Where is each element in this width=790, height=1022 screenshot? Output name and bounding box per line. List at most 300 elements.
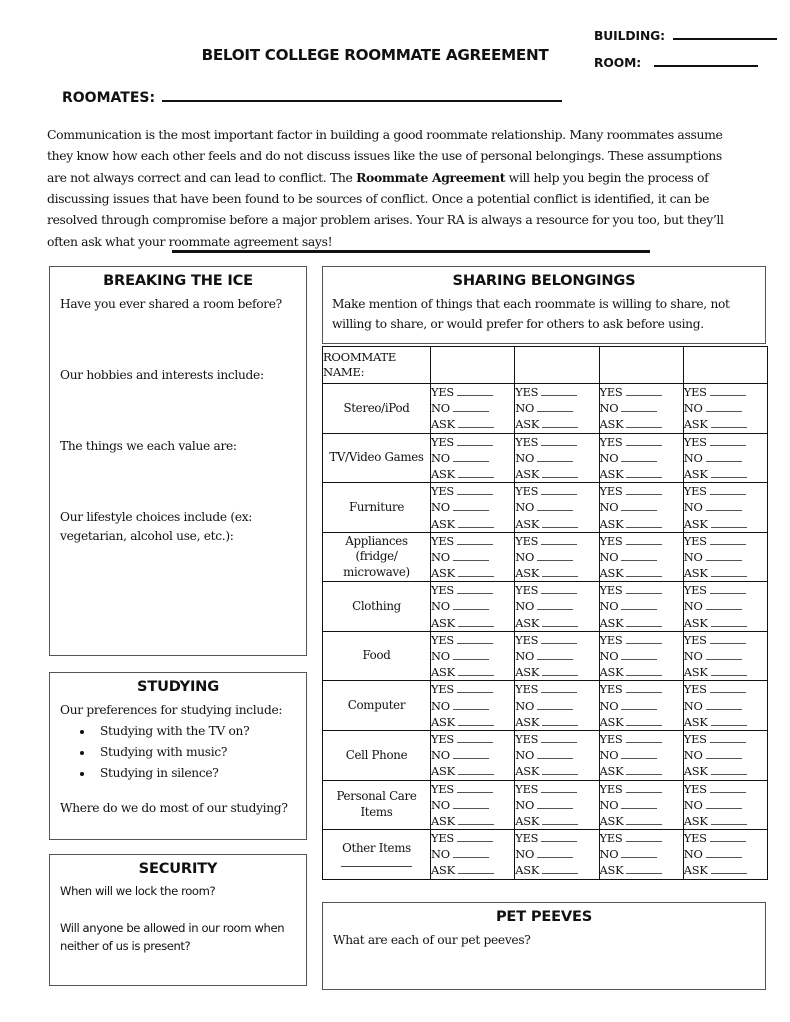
option-blank[interactable]	[711, 717, 747, 726]
option-yes[interactable]: YES	[515, 483, 598, 499]
option-blank[interactable]	[542, 816, 578, 825]
option-no[interactable]: NO	[431, 797, 514, 813]
option-ask[interactable]: ASK	[515, 615, 598, 631]
option-cell[interactable]	[431, 681, 515, 731]
option-blank[interactable]	[453, 502, 489, 511]
option-yes[interactable]: YES	[600, 483, 683, 499]
option-blank[interactable]	[453, 701, 489, 710]
option-blank[interactable]	[711, 568, 747, 577]
item-write-in-blank[interactable]	[341, 859, 412, 867]
option-ask[interactable]: ASK	[600, 862, 683, 878]
option-yes[interactable]: YES	[515, 434, 598, 450]
option-ask[interactable]: ASK	[431, 763, 514, 779]
option-ask[interactable]: ASK	[600, 714, 683, 730]
option-blank[interactable]	[458, 865, 494, 874]
option-blank[interactable]	[710, 635, 746, 644]
option-blank[interactable]	[537, 552, 573, 561]
option-ask[interactable]: ASK	[600, 763, 683, 779]
option-blank[interactable]	[710, 734, 746, 743]
option-yes[interactable]: YES	[431, 830, 514, 846]
option-ask[interactable]: ASK	[600, 664, 683, 680]
option-no[interactable]: NO	[600, 598, 683, 614]
option-ask[interactable]: ASK	[600, 516, 683, 532]
option-blank[interactable]	[710, 387, 746, 396]
option-blank[interactable]	[711, 766, 747, 775]
option-ask[interactable]: ASK	[431, 615, 514, 631]
option-no[interactable]: NO	[515, 797, 598, 813]
table-header-row	[323, 347, 768, 384]
option-ask[interactable]: ASK	[600, 615, 683, 631]
option-blank[interactable]	[537, 701, 573, 710]
option-ask[interactable]: ASK	[431, 466, 514, 482]
option-yes[interactable]: YES	[684, 632, 767, 648]
option-cell[interactable]	[431, 631, 515, 681]
option-blank[interactable]	[542, 717, 578, 726]
option-blank[interactable]	[626, 419, 662, 428]
option-blank[interactable]	[710, 437, 746, 446]
option-yes[interactable]: YES	[600, 582, 683, 598]
option-blank[interactable]	[706, 750, 742, 759]
option-blank[interactable]	[457, 784, 493, 793]
option-cell[interactable]	[683, 681, 767, 731]
option-blank[interactable]	[458, 618, 494, 627]
option-cell[interactable]	[683, 730, 767, 780]
option-ask[interactable]: ASK	[600, 416, 683, 432]
option-yes[interactable]: YES	[600, 781, 683, 797]
option-yes[interactable]: YES	[684, 731, 767, 747]
roommate-name-input-1[interactable]	[431, 347, 515, 384]
roomates-label: ROOMATES:	[62, 90, 156, 106]
option-blank[interactable]	[458, 419, 494, 428]
option-yes[interactable]: YES	[431, 384, 514, 400]
option-cell[interactable]	[683, 780, 767, 830]
option-blank[interactable]	[453, 750, 489, 759]
option-cell[interactable]	[515, 730, 599, 780]
option-no[interactable]: NO	[515, 698, 598, 714]
roommate-name-input-3[interactable]	[599, 347, 683, 384]
option-yes[interactable]: YES	[515, 681, 598, 697]
option-no[interactable]: NO	[684, 747, 767, 763]
room-input-blank[interactable]	[654, 54, 758, 67]
option-blank[interactable]	[537, 403, 573, 412]
option-yes[interactable]: YES	[431, 731, 514, 747]
option-no[interactable]: NO	[600, 450, 683, 466]
option-blank[interactable]	[458, 766, 494, 775]
option-cell[interactable]	[431, 384, 515, 434]
option-blank[interactable]	[710, 684, 746, 693]
option-ask[interactable]: ASK	[515, 763, 598, 779]
option-blank[interactable]	[457, 486, 493, 495]
option-ask[interactable]: ASK	[684, 664, 767, 680]
option-cell[interactable]	[599, 631, 683, 681]
option-blank[interactable]	[706, 502, 742, 511]
intro-part1: Communication is the most important factor in building a good roommate relationship. Many roommates assume they know how each other feels and do not discuss issues like the use of personal belongings. These assumptions are not always correct and can lead to conflict. The	[47, 127, 723, 185]
option-no[interactable]: NO	[515, 846, 598, 862]
option-ask[interactable]: ASK	[515, 466, 598, 482]
option-no[interactable]: NO	[600, 499, 683, 515]
option-yes[interactable]: YES	[515, 632, 598, 648]
option-no[interactable]: NO	[515, 499, 598, 515]
option-blank[interactable]	[711, 519, 747, 528]
option-blank[interactable]	[711, 419, 747, 428]
option-blank[interactable]	[458, 816, 494, 825]
option-blank[interactable]	[710, 536, 746, 545]
option-no[interactable]: NO	[515, 598, 598, 614]
option-blank[interactable]	[621, 750, 657, 759]
option-ask[interactable]: ASK	[684, 763, 767, 779]
option-blank[interactable]	[626, 519, 662, 528]
option-blank[interactable]	[541, 585, 577, 594]
option-yes[interactable]: YES	[600, 384, 683, 400]
option-ask[interactable]: ASK	[600, 813, 683, 829]
option-yes[interactable]: YES	[684, 384, 767, 400]
option-yes[interactable]: YES	[684, 830, 767, 846]
option-blank[interactable]	[706, 651, 742, 660]
option-cell[interactable]	[683, 830, 767, 880]
option-blank[interactable]	[621, 701, 657, 710]
option-yes[interactable]: YES	[600, 731, 683, 747]
option-yes[interactable]: YES	[684, 434, 767, 450]
option-blank[interactable]	[706, 453, 742, 462]
option-yes[interactable]: YES	[684, 681, 767, 697]
option-blank[interactable]	[542, 568, 578, 577]
option-ask[interactable]: ASK	[431, 565, 514, 581]
option-yes[interactable]: YES	[515, 384, 598, 400]
option-blank[interactable]	[541, 635, 577, 644]
pet-peeves-title: PET PEEVES	[495, 908, 593, 925]
option-blank[interactable]	[621, 849, 657, 858]
option-no[interactable]: NO	[600, 549, 683, 565]
option-yes[interactable]: YES	[515, 731, 598, 747]
option-blank[interactable]	[706, 701, 742, 710]
option-yes[interactable]: YES	[431, 483, 514, 499]
option-cell[interactable]	[599, 830, 683, 880]
option-blank[interactable]	[626, 734, 662, 743]
option-blank[interactable]	[626, 585, 662, 594]
option-yes[interactable]: YES	[431, 781, 514, 797]
option-blank[interactable]	[537, 750, 573, 759]
option-blank[interactable]	[537, 800, 573, 809]
option-blank[interactable]	[541, 784, 577, 793]
option-blank[interactable]	[457, 635, 493, 644]
option-yes[interactable]: YES	[515, 533, 598, 549]
option-no[interactable]: NO	[431, 747, 514, 763]
option-blank[interactable]	[621, 502, 657, 511]
option-blank[interactable]	[453, 651, 489, 660]
option-blank[interactable]	[626, 635, 662, 644]
option-blank[interactable]	[711, 618, 747, 627]
option-blank[interactable]	[541, 486, 577, 495]
option-cell[interactable]	[515, 532, 599, 582]
option-no[interactable]: NO	[515, 549, 598, 565]
option-blank[interactable]	[537, 502, 573, 511]
option-yes[interactable]: YES	[684, 483, 767, 499]
option-blank[interactable]	[626, 865, 662, 874]
option-cell[interactable]	[683, 433, 767, 483]
option-blank[interactable]	[621, 453, 657, 462]
option-no[interactable]: NO	[515, 450, 598, 466]
option-yes[interactable]: YES	[515, 830, 598, 846]
option-yes[interactable]: YES	[431, 582, 514, 598]
option-cell[interactable]	[599, 384, 683, 434]
option-blank[interactable]	[626, 536, 662, 545]
option-ask[interactable]: ASK	[431, 714, 514, 730]
option-yes[interactable]: YES	[684, 781, 767, 797]
option-blank[interactable]	[626, 568, 662, 577]
option-blank[interactable]	[453, 403, 489, 412]
option-cell[interactable]	[431, 780, 515, 830]
option-blank[interactable]	[706, 601, 742, 610]
option-blank[interactable]	[542, 766, 578, 775]
option-blank[interactable]	[453, 800, 489, 809]
option-cell[interactable]	[431, 830, 515, 880]
option-cell[interactable]	[431, 532, 515, 582]
option-blank[interactable]	[542, 618, 578, 627]
option-blank[interactable]	[541, 684, 577, 693]
option-no[interactable]: NO	[431, 549, 514, 565]
option-blank[interactable]	[457, 387, 493, 396]
option-no[interactable]: NO	[684, 400, 767, 416]
option-blank[interactable]	[626, 833, 662, 842]
option-yes[interactable]: YES	[431, 533, 514, 549]
option-yes[interactable]: YES	[431, 434, 514, 450]
option-blank[interactable]	[457, 734, 493, 743]
option-blank[interactable]	[711, 667, 747, 676]
option-blank[interactable]	[706, 849, 742, 858]
option-blank[interactable]	[453, 601, 489, 610]
option-cell[interactable]	[599, 681, 683, 731]
option-blank[interactable]	[706, 403, 742, 412]
option-blank[interactable]	[458, 568, 494, 577]
option-ask[interactable]: ASK	[515, 516, 598, 532]
option-no[interactable]: NO	[684, 598, 767, 614]
option-cell[interactable]	[599, 433, 683, 483]
option-blank[interactable]	[541, 734, 577, 743]
option-cell[interactable]	[515, 433, 599, 483]
option-ask[interactable]: ASK	[515, 664, 598, 680]
option-yes[interactable]: YES	[515, 582, 598, 598]
option-blank[interactable]	[458, 717, 494, 726]
option-cell[interactable]	[515, 483, 599, 533]
option-no[interactable]: NO	[431, 450, 514, 466]
option-ask[interactable]: ASK	[431, 516, 514, 532]
roomates-input-blank[interactable]	[162, 87, 562, 102]
option-blank[interactable]	[457, 833, 493, 842]
option-ask[interactable]: ASK	[431, 664, 514, 680]
option-cell[interactable]	[683, 483, 767, 533]
option-blank[interactable]	[542, 419, 578, 428]
option-blank[interactable]	[537, 601, 573, 610]
option-blank[interactable]	[541, 387, 577, 396]
option-blank[interactable]	[626, 437, 662, 446]
option-blank[interactable]	[710, 784, 746, 793]
option-blank[interactable]	[542, 865, 578, 874]
option-cell[interactable]	[515, 384, 599, 434]
option-blank[interactable]	[711, 865, 747, 874]
option-no[interactable]: NO	[600, 747, 683, 763]
option-no[interactable]: NO	[684, 846, 767, 862]
option-blank[interactable]	[626, 618, 662, 627]
option-no[interactable]: NO	[431, 698, 514, 714]
option-no[interactable]: NO	[684, 648, 767, 664]
option-blank[interactable]	[453, 453, 489, 462]
option-blank[interactable]	[621, 800, 657, 809]
option-ask[interactable]: ASK	[515, 565, 598, 581]
option-no[interactable]: NO	[684, 797, 767, 813]
option-ask[interactable]: ASK	[684, 466, 767, 482]
option-no[interactable]: NO	[515, 747, 598, 763]
option-cell[interactable]	[431, 483, 515, 533]
option-blank[interactable]	[621, 601, 657, 610]
option-cell[interactable]	[683, 532, 767, 582]
option-blank[interactable]	[453, 849, 489, 858]
option-cell[interactable]	[515, 830, 599, 880]
option-cell[interactable]	[515, 681, 599, 731]
option-no[interactable]: NO	[600, 648, 683, 664]
building-label: BUILDING:	[594, 29, 665, 43]
option-cell[interactable]	[515, 582, 599, 632]
option-blank[interactable]	[537, 453, 573, 462]
roommate-name-input-2[interactable]	[515, 347, 599, 384]
option-no[interactable]: NO	[600, 797, 683, 813]
option-blank[interactable]	[706, 552, 742, 561]
option-no[interactable]: NO	[431, 598, 514, 614]
option-no[interactable]: NO	[684, 450, 767, 466]
option-blank[interactable]	[710, 833, 746, 842]
option-blank[interactable]	[710, 585, 746, 594]
option-blank[interactable]	[626, 784, 662, 793]
option-yes[interactable]: YES	[431, 632, 514, 648]
option-blank[interactable]	[458, 667, 494, 676]
option-ask[interactable]: ASK	[684, 516, 767, 532]
option-no[interactable]: NO	[684, 698, 767, 714]
option-no[interactable]: NO	[600, 846, 683, 862]
option-yes[interactable]: YES	[600, 830, 683, 846]
option-cell[interactable]	[683, 631, 767, 681]
option-cell[interactable]	[431, 582, 515, 632]
option-blank[interactable]	[621, 403, 657, 412]
option-cell[interactable]	[599, 730, 683, 780]
option-blank[interactable]	[458, 469, 494, 478]
option-cell[interactable]	[599, 780, 683, 830]
option-ask[interactable]: ASK	[515, 416, 598, 432]
option-yes[interactable]: YES	[600, 533, 683, 549]
option-blank[interactable]	[537, 849, 573, 858]
option-blank[interactable]	[626, 684, 662, 693]
option-cell[interactable]	[599, 582, 683, 632]
option-ask[interactable]: ASK	[684, 714, 767, 730]
option-ask[interactable]: ASK	[431, 813, 514, 829]
option-blank[interactable]	[542, 667, 578, 676]
option-no[interactable]: NO	[515, 648, 598, 664]
option-blank[interactable]	[542, 519, 578, 528]
option-cell[interactable]	[431, 433, 515, 483]
option-ask[interactable]: ASK	[600, 466, 683, 482]
option-yes[interactable]: YES	[600, 681, 683, 697]
option-cell[interactable]	[683, 384, 767, 434]
studying-intro: Our preferences for studying include:	[60, 703, 283, 717]
option-yes[interactable]: YES	[515, 781, 598, 797]
option-blank[interactable]	[711, 469, 747, 478]
option-ask[interactable]: ASK	[515, 862, 598, 878]
option-blank[interactable]	[626, 766, 662, 775]
option-blank[interactable]	[537, 651, 573, 660]
option-yes[interactable]: YES	[684, 533, 767, 549]
option-yes[interactable]: YES	[600, 434, 683, 450]
option-no[interactable]: NO	[684, 549, 767, 565]
option-blank[interactable]	[626, 717, 662, 726]
option-blank[interactable]	[626, 667, 662, 676]
option-no[interactable]: NO	[431, 648, 514, 664]
option-ask[interactable]: ASK	[515, 714, 598, 730]
option-blank[interactable]	[621, 552, 657, 561]
option-blank[interactable]	[457, 536, 493, 545]
option-no[interactable]: NO	[600, 698, 683, 714]
option-ask[interactable]: ASK	[684, 615, 767, 631]
option-blank[interactable]	[457, 437, 493, 446]
option-blank[interactable]	[453, 552, 489, 561]
option-cell[interactable]	[599, 532, 683, 582]
ice-question-2: Our hobbies and interests include:	[60, 367, 264, 382]
option-no[interactable]: NO	[600, 400, 683, 416]
option-ask[interactable]: ASK	[684, 416, 767, 432]
option-ask[interactable]: ASK	[600, 565, 683, 581]
option-no[interactable]: NO	[684, 499, 767, 515]
option-blank[interactable]	[541, 833, 577, 842]
option-cell[interactable]	[431, 730, 515, 780]
list-item: • Studying with music?	[94, 743, 296, 762]
option-blank[interactable]	[458, 519, 494, 528]
option-cell[interactable]	[683, 582, 767, 632]
option-ask[interactable]: ASK	[684, 813, 767, 829]
option-blank[interactable]	[626, 469, 662, 478]
option-blank[interactable]	[710, 486, 746, 495]
option-ask[interactable]: ASK	[684, 862, 767, 878]
option-blank[interactable]	[541, 437, 577, 446]
option-cell[interactable]	[599, 483, 683, 533]
option-blank[interactable]	[706, 800, 742, 809]
option-no[interactable]: NO	[431, 400, 514, 416]
option-blank[interactable]	[626, 387, 662, 396]
option-yes[interactable]: YES	[684, 582, 767, 598]
roommate-name-input-4[interactable]	[683, 347, 767, 384]
option-ask[interactable]: ASK	[431, 862, 514, 878]
option-blank[interactable]	[457, 684, 493, 693]
option-blank[interactable]	[626, 486, 662, 495]
building-input-blank[interactable]	[673, 27, 777, 40]
option-yes[interactable]: YES	[600, 632, 683, 648]
option-ask[interactable]: ASK	[684, 565, 767, 581]
option-blank[interactable]	[621, 651, 657, 660]
table-row	[323, 730, 768, 780]
sharing-belongings-instructions: Make mention of things that each roommate is willing to share, not willing to share, or would prefer for others to ask before using.	[332, 297, 730, 331]
option-yes[interactable]: YES	[431, 681, 514, 697]
security-title: SECURITY	[138, 860, 218, 877]
option-ask[interactable]: ASK	[515, 813, 598, 829]
option-cell[interactable]	[515, 780, 599, 830]
option-blank[interactable]	[542, 469, 578, 478]
option-blank[interactable]	[541, 536, 577, 545]
option-cell[interactable]	[515, 631, 599, 681]
option-no[interactable]: NO	[515, 400, 598, 416]
option-no[interactable]: NO	[431, 499, 514, 515]
option-no[interactable]: NO	[431, 846, 514, 862]
option-blank[interactable]	[457, 585, 493, 594]
option-blank[interactable]	[711, 816, 747, 825]
option-ask[interactable]: ASK	[431, 416, 514, 432]
table-row	[323, 483, 768, 533]
option-blank[interactable]	[626, 816, 662, 825]
